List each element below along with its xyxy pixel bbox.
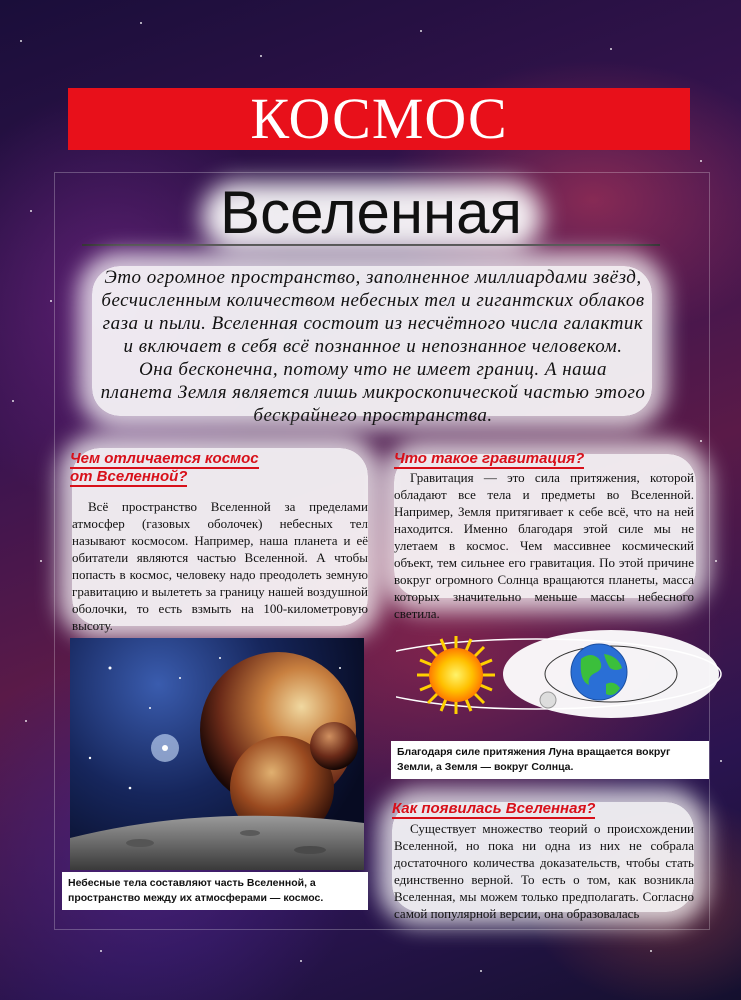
- intro-line: Она бесконечна, потому что не имеет границ. А наша: [139, 359, 607, 380]
- header-title: КОСМОС: [250, 86, 508, 151]
- header-bar: [68, 88, 690, 150]
- section-gravity-title: Что такое гравитация?: [394, 450, 585, 467]
- intro-line: бесчисленным количеством небесных тел и гигантских облаков: [101, 290, 645, 311]
- intro-line: и включает в себя всё познанное и непознанное человеком.: [123, 336, 623, 357]
- moon-surface: [70, 816, 364, 870]
- gravity-illustration: [396, 614, 726, 738]
- caption-planets: Небесные тела составляют часть Вселенной, а пространство между их атмосферами — космос.: [62, 872, 368, 910]
- section-origin-title: Как появилась Вселенная?: [392, 800, 596, 817]
- section-gravity-text: Гравитация — это сила притяжения, которой обладают все тела и предметы во Вселенной. Например, Земля притягивает к себе всё, что на ней находится. Именно благодаря этой силе мы не улетаем в космос. Чем массивнее космический объект, тем сильнее его гравитация. По этой причине вокруг огромного Солнца вращаются планеты, масса которых значительно меньше массы небесного светила.: [394, 470, 694, 621]
- page-subtitle: Вселенная: [220, 179, 522, 246]
- intro-text: [84, 266, 662, 427]
- earth-icon: [571, 644, 627, 700]
- planet-small: [310, 722, 358, 770]
- intro-line: Это огромное пространство, заполненное миллиардами звёзд,: [104, 267, 642, 288]
- sun-icon: [417, 636, 495, 714]
- section-difference-text: Всё пространство Вселенной за пределами атмосфер (газовых оболочек) небесных тел называют космосом. Например, наша планета и её обитатели являются частью Вселенной. А чтобы попасть в космос, человеку надо преодолеть земную гравитацию и вылететь за границу нашей воздушной оболочки, то есть взмыть на 100-километровую высоту.: [72, 499, 368, 633]
- intro-line: газа и пыли. Вселенная состоит из несчётного числа галактик: [102, 313, 644, 334]
- section-origin-text: Существует множество теорий о происхождении Вселенной, но пока ни одна из них не собрала достаточного количества доказательств, чтобы стать единственно верной. То есть о том, как возникла Вселенная, мы можем только предполагать. Согласно самой популярной версии, она образовалась: [394, 821, 694, 921]
- moon-icon: [540, 692, 556, 708]
- subtitle-block: [82, 178, 660, 258]
- planets-image: [70, 638, 364, 870]
- intro-line: планета Земля является лишь микроскопической частью этого: [100, 382, 646, 403]
- intro-line: бескрайнего пространства.: [253, 405, 493, 426]
- section-difference-title: Чем отличается космос от Вселенной?: [70, 450, 259, 485]
- caption-gravity: Благодаря силе притяжения Луна вращается вокруг Земли, а Земля — вокруг Солнца.: [391, 741, 709, 779]
